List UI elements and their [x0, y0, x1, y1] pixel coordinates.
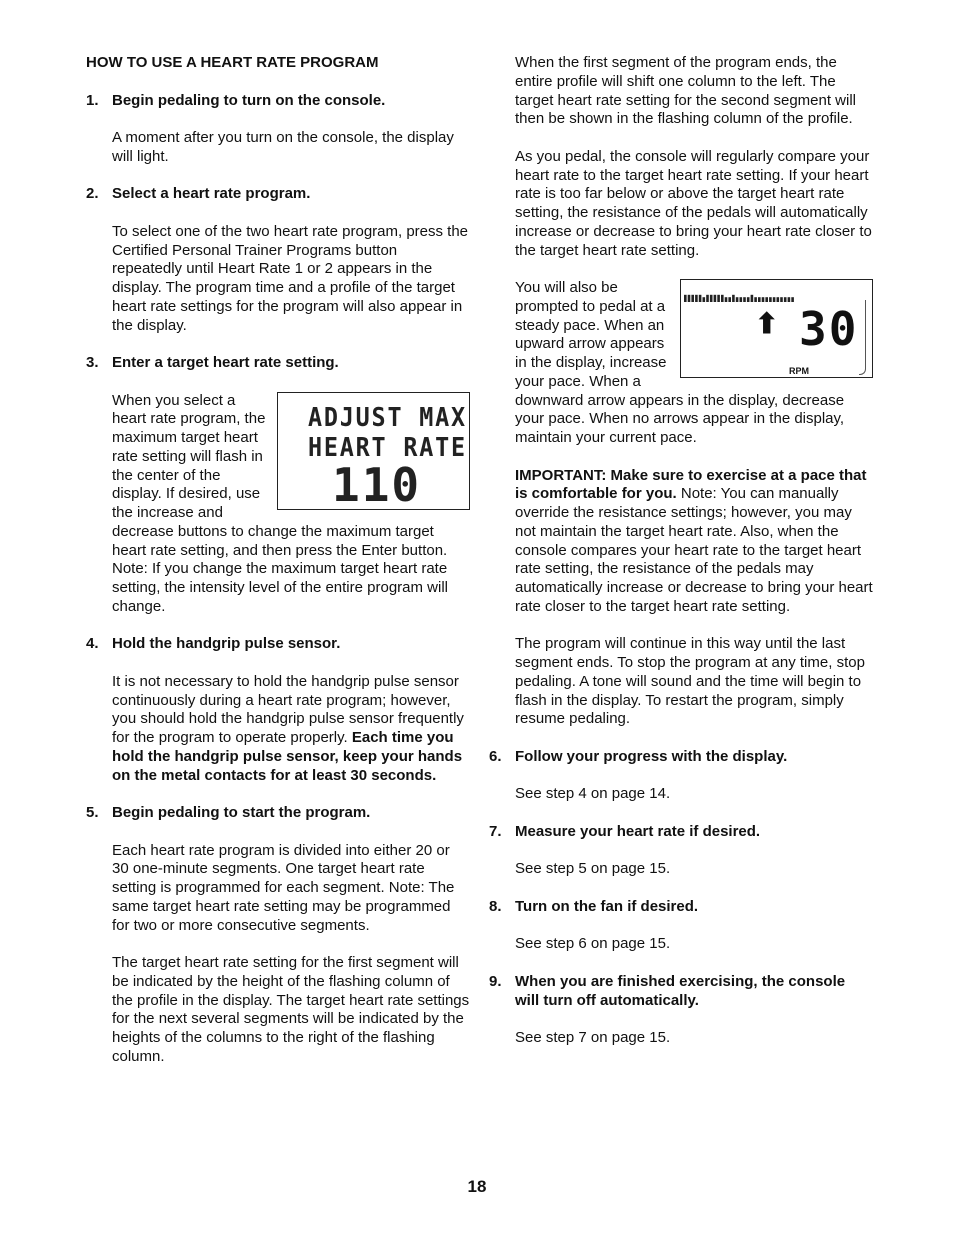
step-8: [489, 898, 873, 917]
profile-bar: [714, 295, 717, 302]
profile-bar: [703, 297, 706, 302]
step-title: Enter a target heart rate setting.: [112, 354, 339, 371]
step-title: Hold the handgrip pulse sensor.: [112, 635, 341, 653]
step-number: 4.: [86, 635, 99, 653]
paragraph-text: You will also be prompted to pedal at a steady pace. When an upward arrow appears in the display, increase your pace. When a downward arrow appears in the display, decrease your pace. When no arrows appear in the display, maintain your current pace.: [515, 279, 845, 446]
profile-bar: [740, 297, 743, 302]
step-number: 9.: [489, 972, 502, 990]
step-1: [86, 92, 470, 111]
step-title: Turn on the fan if desired.: [515, 897, 699, 915]
profile-bar: [684, 295, 687, 302]
profile-bar: [732, 295, 735, 302]
lcd-line-2: HEART RATE: [308, 432, 467, 463]
profile-bar: [780, 297, 783, 302]
profile-bar: [784, 297, 787, 302]
important-note: [489, 467, 873, 617]
profile-bar: [710, 295, 713, 302]
step-title: When you are finished exercising, the console will turn off automatically.: [515, 972, 846, 1009]
step-number: 1.: [86, 91, 99, 109]
step-title: Measure your heart rate if desired.: [515, 822, 761, 840]
right-column: [489, 54, 873, 1067]
profile-bar: [751, 295, 754, 302]
rpm-display-illustration: [680, 279, 873, 378]
step-body: See step 6 on page 15.: [515, 935, 671, 953]
step-title: Begin pedaling to turn on the console.: [112, 91, 386, 109]
profile-bar: [706, 295, 709, 302]
profile-bar: [769, 297, 772, 302]
step-number: 6.: [489, 747, 502, 765]
profile-bar: [773, 297, 776, 302]
step-body: See step 5 on page 15.: [515, 860, 671, 878]
step-number: 8.: [489, 897, 502, 915]
profile-bar: [728, 297, 731, 302]
profile-bar: [765, 297, 768, 302]
profile-bar: [747, 297, 750, 302]
profile-bar: [721, 295, 724, 302]
profile-bar: [788, 297, 791, 302]
step-7: [489, 823, 873, 842]
paragraph: When the first segment of the program ends, the entire profile will shift one column to the left. The target heart rate setting for the second segment will then be shown in the flashing column of the profile.: [515, 54, 857, 128]
paragraph: The program will continue in this way until the last segment ends. To stop the program at any time, stop pedaling. A tone will sound and the time will begin to flash in the display. To restart the program, simply resume pedaling.: [515, 635, 865, 728]
display-corner-decoration: [859, 300, 866, 375]
step-body: When you select a heart rate program, the maximum target heart rate setting will flash in the center of the display. If desired, use the increase and decrease buttons to change the maximum target heart rate setting, and then press the Enter button. Note: If you change the maximum target heart rate setting, the intensity level of the entire program will change.: [112, 391, 448, 615]
step-number: 3.: [86, 354, 99, 371]
profile-bar: [699, 295, 702, 302]
step-body: A moment after you turn on the console, the display will light.: [112, 129, 454, 165]
page-number: 18: [467, 1177, 487, 1196]
rpm-value: 30: [799, 302, 859, 356]
paragraph: As you pedal, the console will regularly compare your heart rate to the target heart rate setting. If your heart rate is too far below or above the target heart rate setting, the resistance of the pedals will automatically increase or decrease to bring your heart rate closer to the target heart rate setting.: [515, 147, 872, 259]
step-body: To select one of the two heart rate program, press the Certified Personal Trainer Programs button repeatedly until Heart Rate 1 or 2 appears in the display. The program time and a profile of the target heart rate settings for the program will also appear in the display.: [112, 222, 469, 334]
left-column: [86, 54, 470, 1085]
important-bold: IMPORTANT: Make sure to exercise at a pace that is comfortable for you.: [515, 466, 867, 503]
step-2: [86, 185, 470, 204]
heart-rate-display-illustration: [277, 392, 470, 510]
up-arrow-icon: ⬆: [755, 308, 779, 339]
step-3: [86, 354, 470, 373]
profile-bar: [791, 297, 794, 302]
profile-bar: [725, 297, 728, 302]
profile-bar: [736, 297, 739, 302]
step-number: 7.: [489, 822, 502, 840]
step-body: The target heart rate setting for the first segment will be indicated by the height of the flashing column of the profile in the display. The target heart rate settings for the next several segments will be indicated by the heights of the columns to the right of the flashing column.: [112, 954, 470, 1065]
step-4: [86, 635, 470, 654]
paragraph-with-display: [489, 279, 873, 448]
profile-bar: [762, 297, 765, 302]
step-5: [86, 804, 470, 823]
profile-bar: [743, 297, 746, 302]
step-title: Begin pedaling to start the program.: [112, 804, 371, 821]
step-number: 2.: [86, 185, 99, 203]
step-title: Select a heart rate program.: [112, 185, 311, 203]
step-body-bold: Each time you hold the handgrip pulse sensor, keep your hands on the metal contacts for at least 30 seconds.: [112, 729, 463, 784]
section-heading: HOW TO USE A HEART RATE PROGRAM: [86, 54, 379, 71]
step-9: [489, 973, 873, 1011]
step-number: 5.: [86, 804, 99, 821]
step-body: See step 4 on page 14.: [515, 785, 671, 803]
step-title: Follow your progress with the display.: [515, 747, 788, 765]
lcd-value: 110: [332, 457, 422, 512]
important-text: Note: You can manually override the resistance settings; however, you may not maintain the target heart rate. Also, when the console compares your heart rate to the target heart rate setting, the resistance of the pedals may automatically increase or decrease to bring your heart rate closer to the target heart rate setting.: [515, 485, 873, 615]
step-body-with-display: [86, 392, 470, 617]
profile-bar: [754, 297, 757, 302]
step-body: See step 7 on page 15.: [515, 1029, 671, 1046]
step-body: Each heart rate program is divided into either 20 or 30 one-minute segments. One target heart rate setting is programmed for each segment. Note: The same target heart rate setting may be programmed for two or more consecutive segments.: [112, 841, 455, 934]
profile-bars: [684, 294, 796, 302]
step-6: [489, 748, 873, 767]
step-body-text: It is not necessary to hold the handgrip pulse sensor continuously during a heart rate program; however, you should hold the handgrip pulse sensor frequently for the program to operate properly.: [112, 672, 464, 746]
profile-bar: [758, 297, 761, 302]
profile-bar: [777, 297, 780, 302]
profile-bar: [688, 295, 691, 302]
step-body: [86, 673, 470, 786]
profile-bar: [695, 295, 698, 302]
profile-bar: [717, 295, 720, 302]
lcd-line-1: ADJUST MAX: [308, 402, 467, 433]
profile-bar: [691, 295, 694, 302]
rpm-label: RPM: [789, 366, 809, 376]
